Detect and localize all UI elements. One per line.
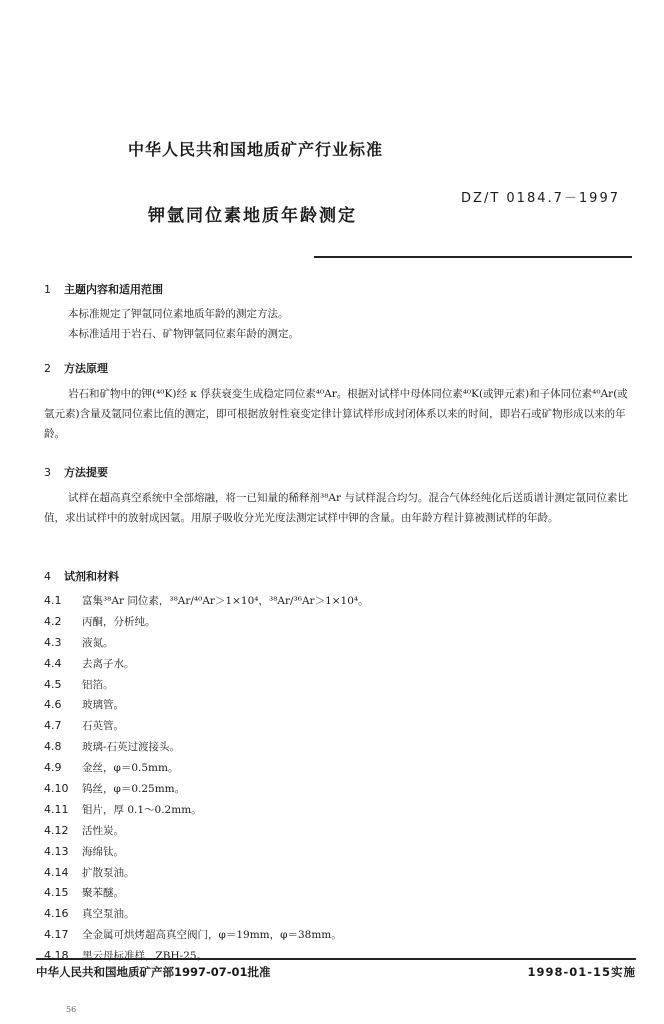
document-title: 钾氩同位素地质年龄测定 — [148, 206, 357, 226]
footer-divider — [36, 958, 636, 960]
list-item: 4.11 钼片，厚 0.1～0.2mm。 — [44, 802, 202, 816]
section-3-paragraph: 试样在超高真空系统中全部熔融，将一已知量的稀释剂³⁸Ar 与试样混合均匀。混合气体经纯化后送质谱计测定氩同位素比值，求出试样中的放射成因氩。用原子吸收分光光度法测定试样中钾的含量。由年龄方程计算被测试样的年龄。 — [44, 492, 628, 524]
section-1-paragraph-2: 本标准适用于岩石、矿物钾氩同位素年龄的测定。 — [68, 328, 299, 340]
approval-line: 中华人民共和国地质矿产部1997-07-01批准 — [36, 965, 271, 979]
list-item: 4.18 黑云母标准样，ZBH-25。 — [44, 949, 208, 963]
list-item: 4.10 钨丝，φ＝0.25mm。 — [44, 782, 186, 796]
list-item: 4.9 金丝，φ＝0.5mm。 — [44, 761, 179, 775]
list-item: 4.5 铝箔。 — [44, 677, 114, 691]
implementation-date: 1998-01-15实施 — [527, 965, 636, 979]
section-title: 试剂和材料 — [64, 570, 119, 583]
materials-list — [44, 591, 632, 967]
section-heading-2 — [44, 360, 108, 376]
section-heading-1 — [44, 281, 163, 297]
list-item: 4.12 活性炭。 — [44, 823, 124, 837]
standard-code: DZ/T 0184.7－1997 — [461, 191, 620, 206]
list-item: 4.16 真空泵油。 — [44, 907, 135, 921]
list-item: 4.17 全金属可烘烤超高真空阀门，φ＝19mm，φ＝38mm。 — [44, 928, 342, 942]
section-number: 4 — [44, 570, 51, 583]
list-item: 4.1 富集³⁸Ar 同位素，³⁸Ar/⁴⁰Ar＞1×10⁴，³⁸Ar/³⁶Ar＞1×10⁴。 — [44, 594, 369, 607]
list-item: 4.2 丙酮，分析纯。 — [44, 614, 156, 628]
list-item: 4.8 玻璃-石英过渡接头。 — [44, 740, 181, 754]
list-item: 4.14 扩散泵油。 — [44, 865, 135, 879]
section-1-paragraph-1: 本标准规定了钾氩同位素地质年龄的测定方法。 — [68, 308, 289, 320]
page-number: 56 — [66, 1005, 77, 1014]
list-item: 4.6 玻璃管。 — [44, 698, 124, 712]
list-item: 4.3 液氮。 — [44, 635, 114, 649]
section-title: 方法提要 — [64, 466, 108, 479]
list-item: 4.15 聚苯醚。 — [44, 886, 124, 900]
section-number: 1 — [44, 283, 51, 296]
section-title: 方法原理 — [64, 362, 108, 375]
header-divider — [314, 256, 632, 258]
list-item: 4.4 去离子水。 — [44, 656, 135, 670]
section-number: 2 — [44, 362, 51, 375]
section-2-paragraph: 岩石和矿物中的钾(⁴⁰K)经 κ 俘获衰变生成稳定同位素⁴⁰Ar。根据对试样中母体同位素⁴⁰K(或钾元素)和子体同位素⁴⁰Ar(或氩元素)含量及氩同位素比值的测定，即可根据放射性衰变定律计算试样形成封闭体系以来的时间，即岩石或矿物形成以来的年龄。 — [44, 388, 628, 440]
list-item: 4.7 石英管。 — [44, 719, 124, 733]
section-title: 主题内容和适用范围 — [64, 283, 163, 296]
section-heading-4 — [44, 568, 119, 584]
section-heading-3 — [44, 464, 108, 480]
list-item: 4.13 海绵钛。 — [44, 844, 124, 858]
section-number: 3 — [44, 466, 51, 479]
standard-title: 中华人民共和国地质矿产行业标准 — [128, 140, 384, 159]
